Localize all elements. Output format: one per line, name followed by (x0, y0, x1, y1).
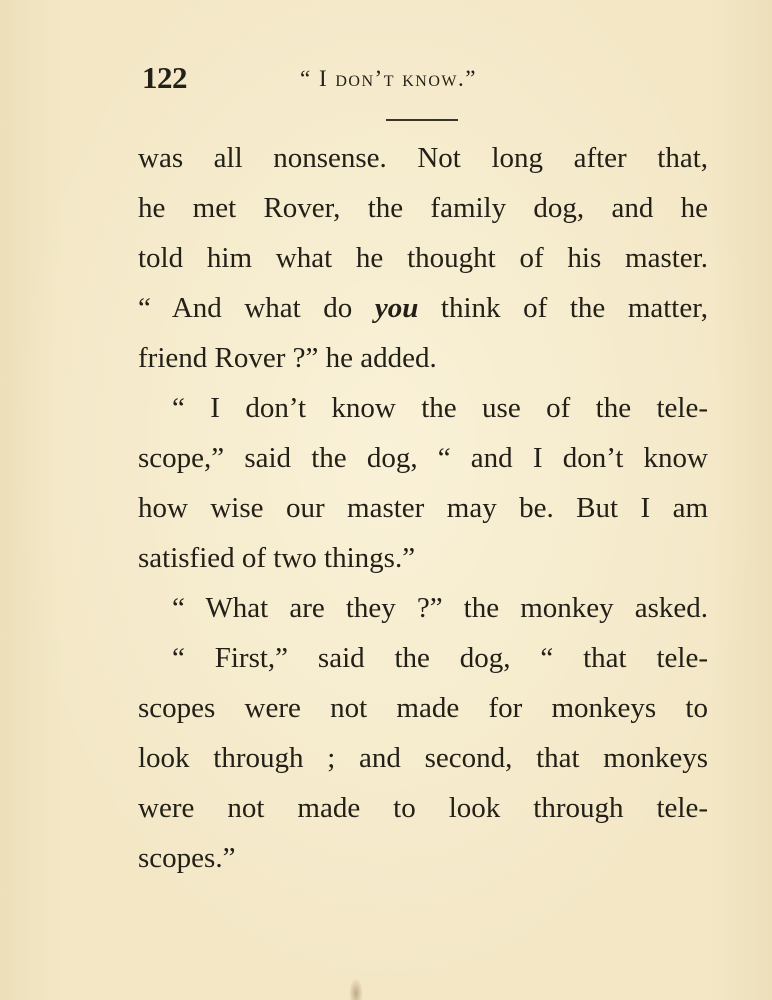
ink-bleed-mark (349, 978, 363, 1000)
text-line: “ First,” said the dog, “ that tele- (172, 642, 708, 674)
text-line: scope,” said the dog, “ and I don’t know (138, 442, 708, 474)
page-number: 122 (142, 60, 187, 95)
text-line: told him what he thought of his master. (138, 242, 708, 274)
text-line: scopes were not made for monkeys to (138, 692, 708, 724)
text-line: were not made to look through tele- (138, 792, 708, 824)
text-line: satisfied of two things.” (138, 542, 416, 574)
text-line: he met Rover, the family dog, and he (138, 192, 708, 224)
body-text (138, 133, 708, 883)
running-title: “ I don’t know.” (300, 66, 477, 91)
text-line: “ What are they ?” the monkey asked. (172, 592, 708, 624)
text-line: look through ; and second, that monkeys (138, 742, 708, 774)
emphasized-word: you (374, 292, 419, 324)
text-line: “ I don’t know the use of the tele- (172, 392, 708, 424)
text-line-emphasis (138, 283, 708, 333)
text-segment: think of the matter, (418, 292, 708, 324)
page-header (138, 60, 708, 100)
text-line: scopes.” (138, 842, 236, 874)
text-segment: “ And what do (138, 292, 375, 324)
text-line: how wise our master may be. But I am (138, 492, 708, 524)
text-line: friend Rover ?” he added. (138, 342, 437, 374)
header-rule (386, 119, 458, 121)
text-line: was all nonsense. Not long after that, (138, 142, 708, 174)
